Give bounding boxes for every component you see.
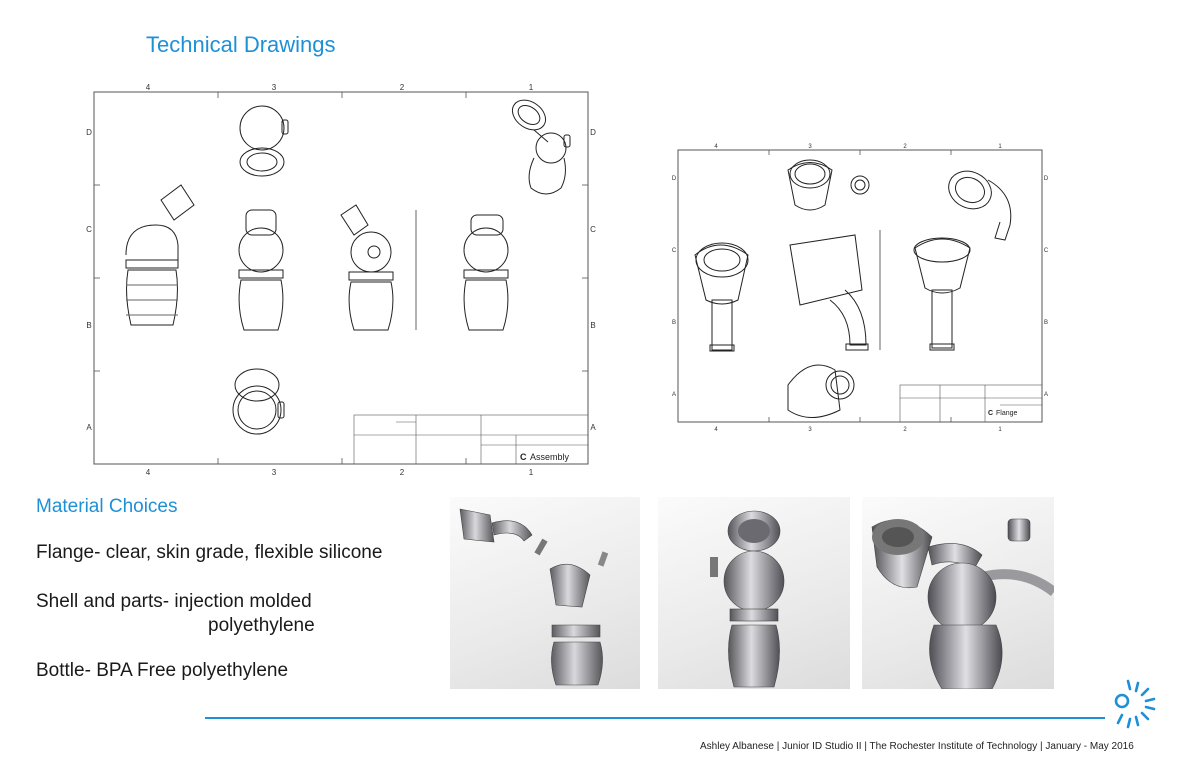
sheet1-row-label: B (86, 321, 92, 330)
sheet2-col-label: 4 (714, 144, 718, 150)
footer-divider (205, 717, 1105, 719)
assembly-size-letter: C (520, 452, 527, 462)
assembly-title-name: Assembly (530, 452, 570, 462)
flange-size-letter: C (988, 410, 994, 417)
sheet1-row-label: C (86, 225, 92, 234)
materials-heading: Material Choices (36, 496, 178, 517)
sheet1-col-label: 3 (271, 468, 277, 477)
sheet1-col-label: 1 (528, 468, 534, 477)
page-title: Technical Drawings (146, 32, 336, 57)
sheet2-col-label: 1 (998, 427, 1002, 433)
sheet1-row-label: C (590, 225, 596, 234)
sheet1-row-label: B (590, 321, 596, 330)
sheet1-col-label: 2 (399, 468, 405, 477)
footer-credit: Ashley Albanese | Junior ID Studio II | The Rochester Institute of Technology | January - May 2016 (700, 741, 1134, 752)
exploded-render-image (450, 497, 640, 689)
sheet2-col-label: 2 (903, 427, 907, 433)
material-shell: Shell and parts- injection molded (36, 591, 312, 612)
sheet1-col-label: 4 (145, 83, 151, 92)
sheet2-col-label: 2 (903, 144, 907, 150)
flange-drawing-sheet (670, 140, 1050, 435)
sheet2-row-label: C (671, 248, 677, 254)
flange-title-name: Flange (996, 410, 1018, 417)
sheet2-col-label: 1 (998, 144, 1002, 150)
sheet2-row-label: D (1043, 176, 1049, 182)
front-render-image (658, 497, 850, 689)
perspective-render-image (862, 497, 1054, 689)
assembly-drawing-sheet (86, 80, 596, 485)
sheet2-col-label: 3 (808, 144, 812, 150)
sheet2-col-label: 4 (714, 427, 718, 433)
material-bottle: Bottle- BPA Free polyethylene (36, 660, 289, 681)
material-shell-cont: polyethylene (208, 615, 315, 636)
sheet2-col-label: 3 (808, 427, 812, 433)
sheet1-col-label: 4 (145, 468, 151, 477)
sheet2-row-label: D (671, 176, 677, 182)
sheet2-row-label: A (1043, 392, 1049, 398)
sheet1-col-label: 2 (399, 83, 405, 92)
sheet1-col-label: 1 (528, 83, 534, 92)
sunburst-logo-icon (1104, 675, 1164, 735)
sheet2-row-label: A (671, 392, 677, 398)
sheet2-row-label: B (1043, 320, 1049, 326)
sheet1-row-label: A (86, 423, 92, 432)
sheet1-row-label: D (86, 128, 92, 137)
sheet1-col-label: 3 (271, 83, 277, 92)
sheet2-row-label: C (1043, 248, 1049, 254)
material-flange: Flange- clear, skin grade, flexible silicone (36, 542, 383, 563)
sheet1-row-label: D (590, 128, 596, 137)
sheet2-row-label: B (671, 320, 677, 326)
sheet1-row-label: A (590, 423, 596, 432)
